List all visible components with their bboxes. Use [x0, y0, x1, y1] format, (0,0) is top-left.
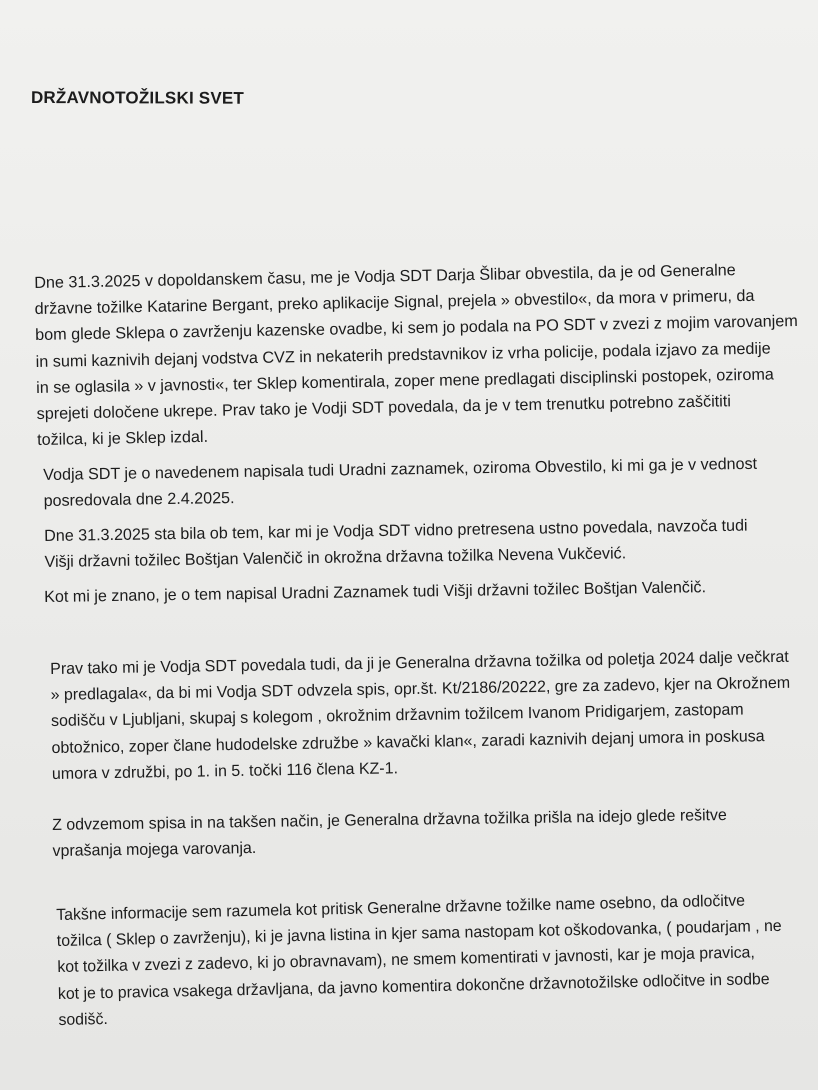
text-line: Vodja SDT je o navedenem napisala tudi Uradni zaznamek, oziroma Obvestilo, ki mi ga je v vednost — [43, 454, 758, 484]
text-line: in sumi kaznivih dejanj vodstva CVZ in nekaterih predstavnikov iz vrha policije, podala izjavo za medije — [35, 339, 771, 371]
text-line: tožilca ( Sklep o zavrženju), ki je javna listina in kjer sama nastopam kot oškodovanka, ( poudarjam , ne — [56, 917, 782, 951]
text-line: vprašanja mojega varovanja. — [52, 839, 257, 861]
text-line: državne tožilke Katarine Bergant, preko aplikacije Signal, prejela » obvestilo«, da mora v primeru, da — [34, 287, 755, 319]
text-line: bom glede Sklepa o zavrženju kazenske ovadbe, ki sem jo podala na PO SDT v zvezi z mojim varovanjem — [35, 312, 798, 345]
text-line: tožilca, ki je Sklep izdal. — [36, 428, 209, 450]
document-title: DRŽAVNOTOŽILSKI SVET — [30, 88, 245, 108]
text-line: kot je to pravica vsakega državljana, da javno komentira dokončne državnotožilske odločitve in sodbe — [57, 969, 770, 1003]
paragraph-4 — [44, 573, 814, 611]
text-line: Takšne informacije sem razumela kot pritisk Generalne državne tožilke name osebno, da odločitve — [56, 891, 746, 924]
paragraph-7 — [56, 886, 818, 1033]
text-line: kot tožilka v zvezi z zadevo, ki jo obravnavam), ne smem komentirati v javnosti, kar je moja pravica, — [57, 943, 755, 977]
text-line: sodišču v Ljubljani, skupaj s kolegom , okrožnim državnim tožilcem Ivanom Pridigarjem, zastopam — [50, 700, 744, 731]
paragraph-2 — [43, 450, 814, 514]
paragraph-3 — [44, 512, 815, 576]
text-line: » predlagala«, da bi mi Vodja SDT odvzela spis, opr.št. Kt/2186/20222, gre za zadevo, kjer na Okrožnem — [50, 673, 791, 705]
text-line: Višji državni tožilec Boštjan Valenčič in okrožna državna tožilka Nevena Vukčević. — [44, 544, 627, 572]
text-line: sprejeti določene ukrepe. Prav tako je Vodji SDT povedala, da je v tem trenutku potrebno zaščititi — [36, 392, 732, 423]
text-line: posredovala dne 2.4.2025. — [43, 489, 235, 511]
text-line: sodišč. — [58, 1009, 108, 1029]
text-line: Kot mi je znano, je o tem napisal Uradni Zaznamek tudi Višji državni tožilec Boštjan Valenčič. — [44, 578, 707, 606]
text-line: Dne 31.3.2025 v dopoldanskem času, me je Vodja SDT Darja Šlibar obvestila, da je od Generalne — [34, 261, 736, 292]
paragraph-5 — [50, 643, 818, 787]
text-line: Z odvzemom spisa in na takšen način, je Generalna državna tožilka prišla na idejo glede rešitve — [52, 805, 727, 834]
paragraph-1 — [34, 256, 807, 454]
text-line: umora v združbi, po 1. in 5. točki 116 člena KZ-1. — [51, 759, 399, 783]
text-line: Prav tako mi je Vodja SDT povedala tudi, da ji je Generalna državna tožilka od poletja 2024 dalje večkrat — [50, 647, 789, 678]
text-line: in se oglasila » v javnosti«, ter Sklep komentirala, zoper mene predlagati disciplinski postopek, oziroma — [35, 365, 775, 397]
text-line: Dne 31.3.2025 sta bila ob tem, kar mi je Vodja SDT vidno pretresena ustno povedala, navzoča tudi — [44, 516, 748, 545]
text-line: obtožnico, zoper člane hudodelske združbe » kavački klan«, zaradi kaznivih dejanj umora in poskusa — [51, 726, 765, 757]
paragraph-6 — [52, 801, 818, 865]
